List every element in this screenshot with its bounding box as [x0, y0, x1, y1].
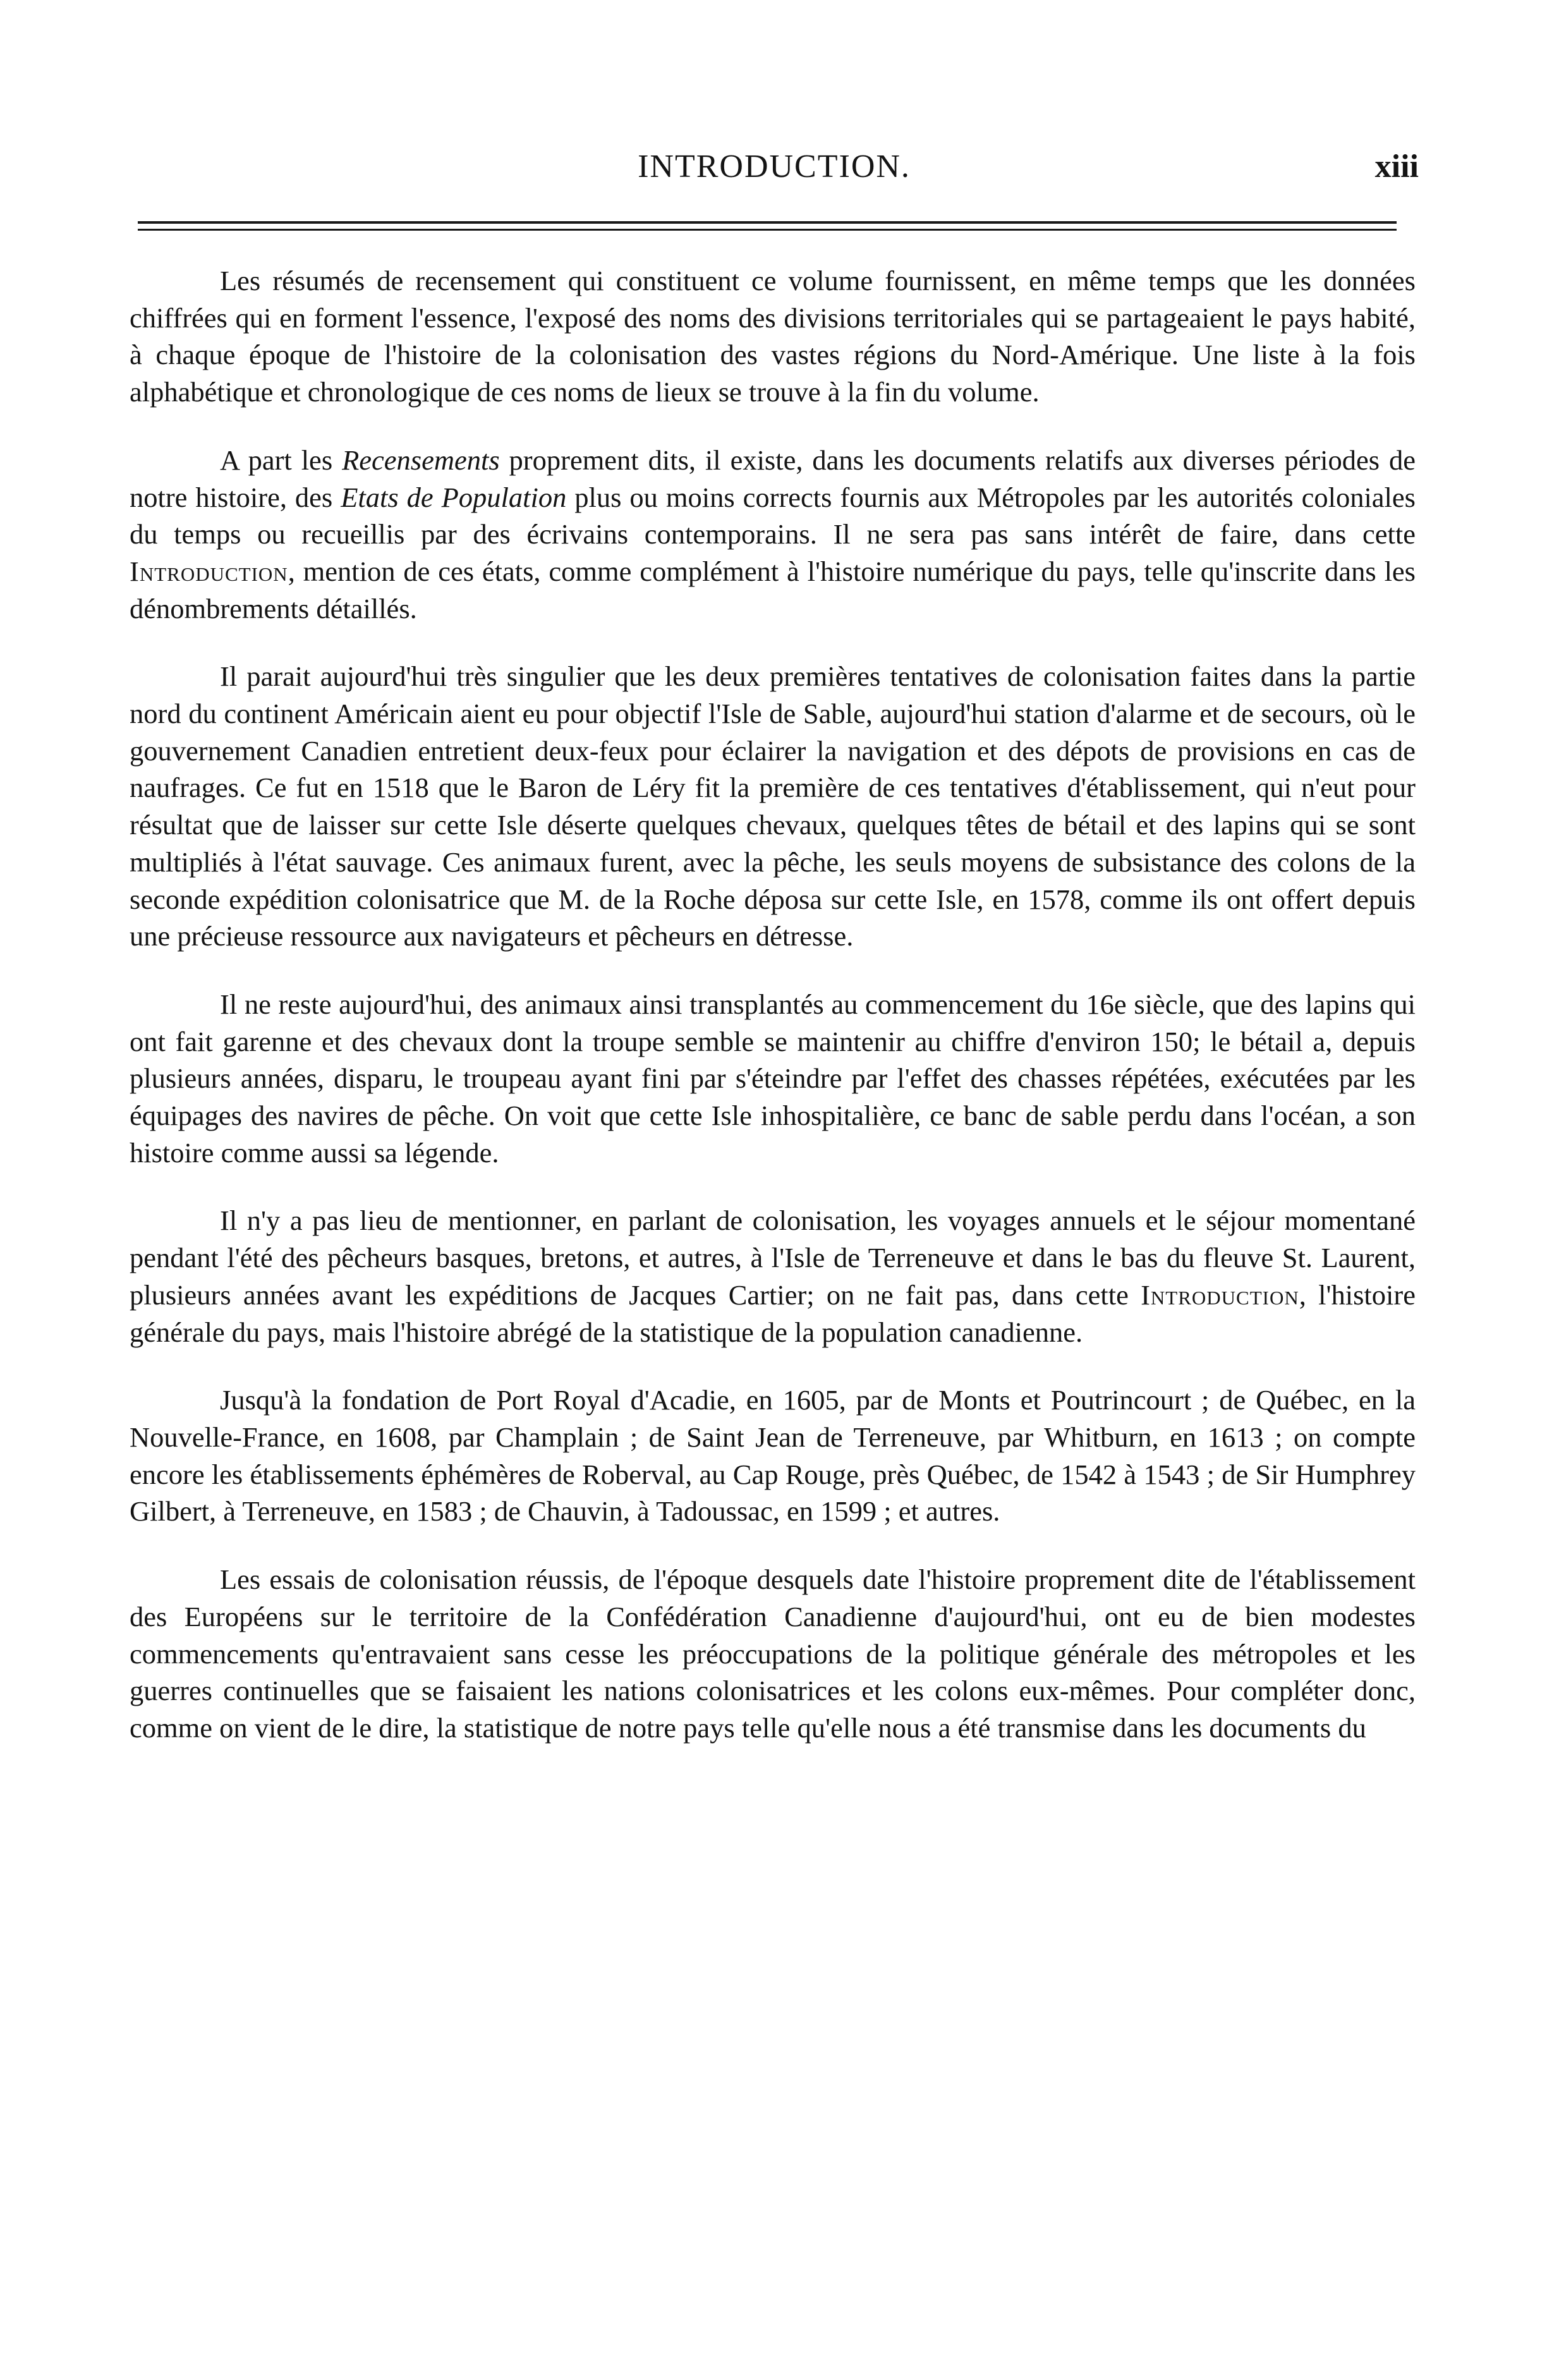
- p5-segment-c: , l'histoire générale du pays, mais l'histoire abrégé de la statistique de la population canadienne.: [130, 1278, 1416, 1348]
- paragraph-1: Les résumés de recensement qui constituent ce volume fournissent, en même temps que les données chiffrées qui en forment l'essence, l'exposé des noms des divisions territoriales qui se partageaient le pays habité, à chaque époque de l'histoire de la colonisation des vastes régions du Nord-Amérique. Une liste à la fois alphabétique et chronologique de ces noms de lieux se trouve à la fin du volume.: [130, 265, 1416, 408]
- p2-italic-recensements: Recensements: [342, 444, 500, 476]
- p5-smallcaps-introduction: Introduction: [1141, 1278, 1299, 1311]
- paragraph-4: Il ne reste aujourd'hui, des animaux ainsi transplantés au commencement du 16e siècle, que des lapins qui ont fait garenne et des chevaux dont la troupe semble se maintenir au chiffre d'environ 150; le bétail a, depuis plusieurs années, disparu, le troupeau ayant fini par s'éteindre par l'effet des chasses répétées, exécutées par les équipages des navires de pêche. On voit que cette Isle inhospitalière, ce banc de sable perdu dans l'océan, a son histoire comme aussi sa légende.: [130, 988, 1416, 1169]
- p2-segment-c: proprement dits, il existe, dans les documents relatifs aux diverses périodes de notre histoire, des: [130, 444, 1416, 513]
- paragraph-2: [130, 442, 1416, 628]
- header-rule-thick: [138, 221, 1397, 224]
- body-text: [130, 262, 1416, 1778]
- p2-italic-etats-de-population: Etats de Population: [341, 481, 567, 513]
- p2-smallcaps-introduction: Introduction: [130, 555, 288, 587]
- page-header: [130, 147, 1419, 197]
- p2-segment-e: plus ou moins corrects fournis aux Métropoles par les autorités coloniales du temps ou recueillis par des écrivains contemporains. Il ne sera pas sans intérêt de faire, dans cette: [130, 481, 1416, 550]
- running-title: INTRODUCTION.: [638, 149, 911, 185]
- paragraph-6: Jusqu'à la fondation de Port Royal d'Acadie, en 1605, par de Monts et Poutrincourt ; de Québec, en la Nouvelle-France, en 1608, par Champlain ; de Saint Jean de Terreneuve, par Whitburn, en 1613 ; on compte encore les établissements éphémères de Roberval, au Cap Rouge, près Québec, de 1542 à 1543 ; de Sir Humphrey Gilbert, à Terreneuve, en 1583 ; de Chauvin, à Tadoussac, en 1599 ; et autres.: [130, 1384, 1416, 1527]
- page-number: xiii: [1374, 149, 1419, 185]
- paragraph-5: [130, 1202, 1416, 1351]
- p5-segment-a: Il n'y a pas lieu de mentionner, en parlant de colonisation, les voyages annuels et le séjour momentané pendant l'été des pêcheurs basques, bretons, et autres, à l'Isle de Terreneuve et dans le bas du fleuve St. Laurent, plusieurs années avant les expéditions de Jacques Cartier; on ne fait pas, dans cette: [130, 1205, 1416, 1311]
- p2-segment-g: , mention de ces états, comme complément à l'histoire numérique du pays, telle qu'inscrite dans les dénombrements détaillés.: [130, 555, 1416, 624]
- paragraph-3: Il parait aujourd'hui très singulier que les deux premières tentatives de colonisation faites dans la partie nord du continent Américain aient eu pour objectif l'Isle de Sable, aujourd'hui station d'alarme et de secours, où le gouvernement Canadien entretient deux-feux pour éclairer la navigation et des dépots de provisions en cas de naufrages. Ce fut en 1518 que le Baron de Léry fit la première de ces tentatives d'établissement, qui n'eut pour résultat que de laisser sur cette Isle déserte quelques chevaux, quelques têtes de bétail et des lapins qui se sont multipliés à l'état sauvage. Ces animaux furent, avec la pêche, les seuls moyens de subsistance des colons de la seconde expédition colonisatrice que M. de la Roche déposa sur cette Isle, en 1578, comme ils ont offert depuis une précieuse ressource aux navigateurs et pêcheurs en détresse.: [130, 660, 1416, 952]
- header-rule-thin: [138, 229, 1397, 231]
- p2-segment-a: A part les: [220, 444, 343, 476]
- paragraph-7: Les essais de colonisation réussis, de l'époque desquels date l'histoire proprement dite de l'établissement des Européens sur le territoire de la Confédération Canadienne d'aujourd'hui, ont eu de bien modestes commencements qu'entravaient sans cesse les préoccupations de la politique générale des métropoles et les guerres continuelles que se faisaient les nations colonisatrices et les colons eux-mêmes. Pour compléter donc, comme on vient de le dire, la statistique de notre pays telle qu'elle nous a été transmise dans les documents du: [130, 1563, 1416, 1744]
